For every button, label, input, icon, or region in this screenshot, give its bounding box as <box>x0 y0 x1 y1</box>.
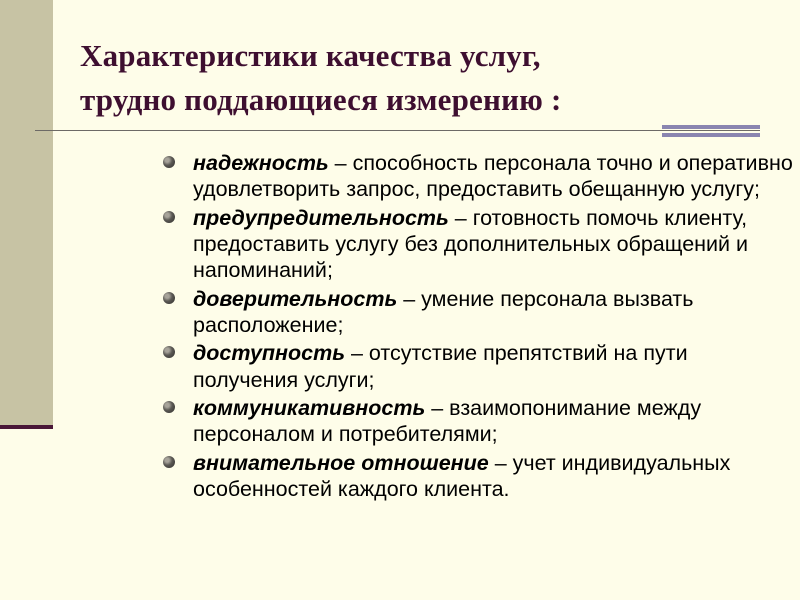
description-reliability: способность персонала точно и оперативно удовлетворить запрос, предоставить обещанную услугу; <box>193 151 793 202</box>
quality-characteristics-list <box>163 150 795 504</box>
bullet-icon <box>163 292 175 304</box>
description-trustworthiness: умение персонала вызвать расположение; <box>193 286 694 337</box>
list-item-attentiveness <box>163 450 795 502</box>
term-dash: – <box>397 286 422 311</box>
title-divider-accent <box>662 125 760 137</box>
title-divider <box>35 130 760 131</box>
term-communicativeness: коммуникативность <box>193 396 426 421</box>
slide-title-line-2: трудно поддающиеся измерению : <box>80 82 562 117</box>
list-item-reliability <box>163 150 795 202</box>
term-responsiveness: предупредительность <box>193 205 449 230</box>
term-accessibility: доступность <box>193 341 346 366</box>
term-dash: – <box>345 341 369 366</box>
bullet-icon <box>163 456 175 468</box>
term-attentiveness: внимательное отношение <box>193 450 489 475</box>
description-communicativeness: взаимопонимание между персоналом и потребителями; <box>193 396 702 447</box>
description-responsiveness: готовность помочь клиенту, предоставить услугу без дополнительных обращений и напоминаний; <box>193 205 749 283</box>
description-attentiveness: учет индивидуальных особенностей каждого клиента. <box>193 450 731 501</box>
bullet-icon <box>163 156 175 168</box>
term-trustworthiness: доверительность <box>193 286 398 311</box>
bullet-icon <box>163 401 175 413</box>
term-dash: – <box>425 396 450 421</box>
slide-title-line-1: Характеристики качества услуг, <box>80 38 541 73</box>
list-item-communicativeness <box>163 395 795 447</box>
term-dash: – <box>488 450 513 475</box>
list-item-trustworthiness <box>163 286 795 338</box>
left-accent-line <box>0 425 53 429</box>
term-dash: – <box>448 205 473 230</box>
bullet-icon <box>163 211 175 223</box>
left-decorative-band <box>0 0 53 428</box>
bullet-icon <box>163 346 175 358</box>
list-item-responsiveness <box>163 205 795 284</box>
slide-title <box>80 34 770 122</box>
term-reliability: надежность <box>193 151 329 175</box>
description-accessibility: отсутствие препятствий на пути получения услуги; <box>193 341 688 392</box>
list-item-accessibility <box>163 340 795 392</box>
term-dash: – <box>328 151 353 175</box>
